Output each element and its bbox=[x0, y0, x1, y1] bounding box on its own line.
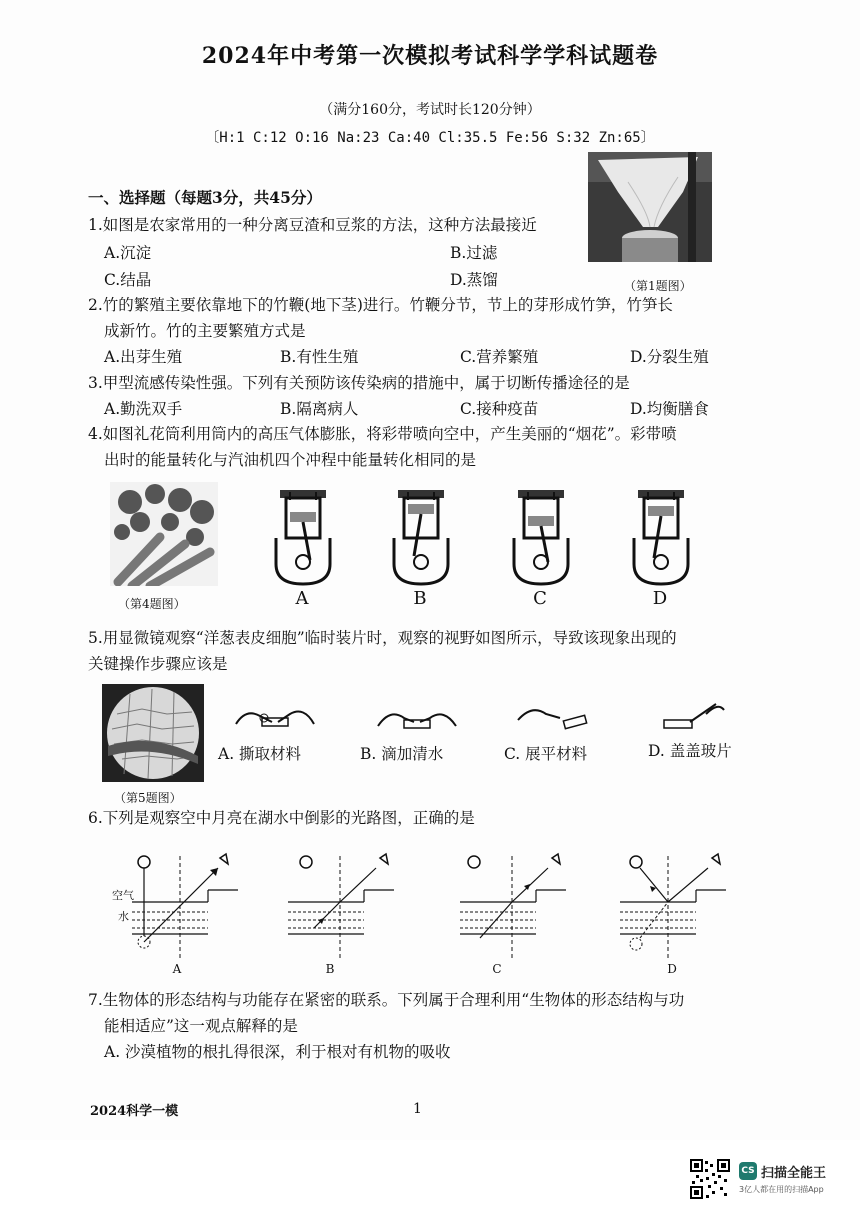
q4-engine-stroke-b bbox=[386, 486, 456, 586]
q5-figure-caption: （第5题图） bbox=[114, 791, 182, 805]
camscanner-logo: CS bbox=[739, 1162, 757, 1180]
q7-stem-line1: 7.生物体的形态结构与功能存在紧密的联系。下列属于合理利用“生物体的形态结构与功 bbox=[88, 991, 685, 1009]
brand-tagline: 3亿人都在用的扫描App bbox=[739, 1185, 824, 1194]
q7-stem-line2: 能相适应”这一观点解释的是 bbox=[104, 1017, 298, 1035]
q4-photo-party-popper bbox=[110, 482, 218, 586]
q5-stem-line2: 关键操作步骤应该是 bbox=[88, 655, 228, 673]
q5-step-tear-icon bbox=[232, 700, 318, 738]
q6-air-label: 空气 bbox=[112, 889, 134, 902]
q2-option-c: C.营养繁殖 bbox=[460, 348, 539, 366]
q5-microscope-view bbox=[102, 684, 204, 782]
scanner-watermark-bar bbox=[0, 1140, 860, 1217]
q4-engine-stroke-d bbox=[626, 486, 696, 586]
q4-figure-caption: （第4题图） bbox=[118, 597, 186, 611]
page-title: 2024年中考第一次模拟考试科学学科试题卷 bbox=[201, 43, 659, 69]
section-heading: 一、选择题（每题3分，共45分） bbox=[88, 188, 322, 207]
q6-label-a: A bbox=[172, 962, 182, 976]
q6-diagram-b bbox=[284, 848, 408, 960]
q2-option-a: A.出芽生殖 bbox=[104, 348, 183, 366]
q5-option-c: C. 展平材料 bbox=[504, 745, 588, 763]
q2-option-b: B.有性生殖 bbox=[280, 348, 359, 366]
q5-option-a: A. 撕取材料 bbox=[218, 745, 302, 763]
q1-option-b: B.过滤 bbox=[450, 244, 498, 262]
q1-option-d: D.蒸馏 bbox=[450, 271, 498, 289]
page-number: 1 bbox=[413, 1101, 422, 1117]
q5-step-flatten-icon bbox=[514, 700, 594, 736]
q6-diagram-c bbox=[456, 848, 580, 960]
q3-option-c: C.接种疫苗 bbox=[460, 400, 539, 418]
q6-diagram-d bbox=[616, 848, 740, 960]
q4-label-d: D bbox=[652, 588, 668, 609]
q3-option-b: B.隔离病人 bbox=[280, 400, 359, 418]
q4-stem-line1: 4.如图礼花筒利用筒内的高压气体膨胀，将彩带喷向空中，产生美丽的“烟花”。彩带喷 bbox=[88, 425, 677, 443]
q6-label-b: B bbox=[325, 962, 335, 976]
q2-stem-line1: 2.竹的繁殖主要依靠地下的竹鞭(地下茎)进行。竹鞭分节，节上的芽形成竹笋，竹笋长 bbox=[88, 296, 673, 314]
q6-diagram-a bbox=[128, 848, 252, 960]
q7-option-a: A. 沙漠植物的根扎得很深，利于根对有机物的吸收 bbox=[104, 1043, 451, 1061]
q4-stem-line2: 出时的能量转化与汽油机四个冲程中能量转化相同的是 bbox=[104, 451, 477, 469]
q1-stem: 1.如图是农家常用的一种分离豆渣和豆浆的方法，这种方法最接近 bbox=[88, 216, 537, 234]
q1-option-a: A.沉淀 bbox=[104, 244, 152, 262]
q3-option-a: A.勤洗双手 bbox=[104, 400, 183, 418]
q3-stem: 3.甲型流感传染性强。下列有关预防该传染病的措施中，属于切断传播途径的是 bbox=[88, 374, 630, 392]
q5-step-coverslip-icon bbox=[660, 700, 726, 736]
q1-option-c: C.结晶 bbox=[104, 271, 152, 289]
q6-water-label: 水 bbox=[118, 910, 129, 923]
q6-stem: 6.下列是观察空中月亮在湖水中倒影的光路图，正确的是 bbox=[88, 809, 475, 827]
footer-exam-name: 2024科学一模 bbox=[90, 1104, 179, 1119]
q4-label-b: B bbox=[413, 588, 427, 609]
q2-option-d: D.分裂生殖 bbox=[630, 348, 709, 366]
brand-name: 扫描全能王 bbox=[761, 1166, 827, 1181]
atomic-masses: 〔H:1 C:12 O:16 Na:23 Ca:40 Cl:35.5 Fe:56 S:32 Zn:65〕 bbox=[205, 130, 655, 146]
q4-label-a: A bbox=[295, 588, 309, 609]
q5-step-drop-water-icon bbox=[374, 700, 460, 738]
q5-option-b: B. 滴加清水 bbox=[360, 745, 444, 763]
q6-label-d: D bbox=[667, 962, 677, 976]
q4-engine-stroke-a bbox=[268, 486, 338, 586]
q5-option-d: D. 盖盖玻片 bbox=[648, 742, 732, 760]
q6-label-c: C bbox=[492, 962, 502, 976]
q2-stem-line2: 成新竹。竹的主要繁殖方式是 bbox=[104, 322, 306, 340]
exam-info: （满分160分，考试时长120分钟） bbox=[319, 102, 541, 118]
q1-photo-filter-cloth bbox=[588, 152, 712, 262]
q3-option-d: D.均衡膳食 bbox=[630, 400, 709, 418]
q5-stem-line1: 5.用显微镜观察“洋葱表皮细胞”临时装片时，观察的视野如图所示，导致该现象出现的 bbox=[88, 629, 677, 647]
q1-figure-caption: （第1题图） bbox=[624, 279, 692, 293]
q4-label-c: C bbox=[533, 588, 547, 609]
qr-code bbox=[690, 1159, 730, 1199]
q4-engine-stroke-c bbox=[506, 486, 576, 586]
